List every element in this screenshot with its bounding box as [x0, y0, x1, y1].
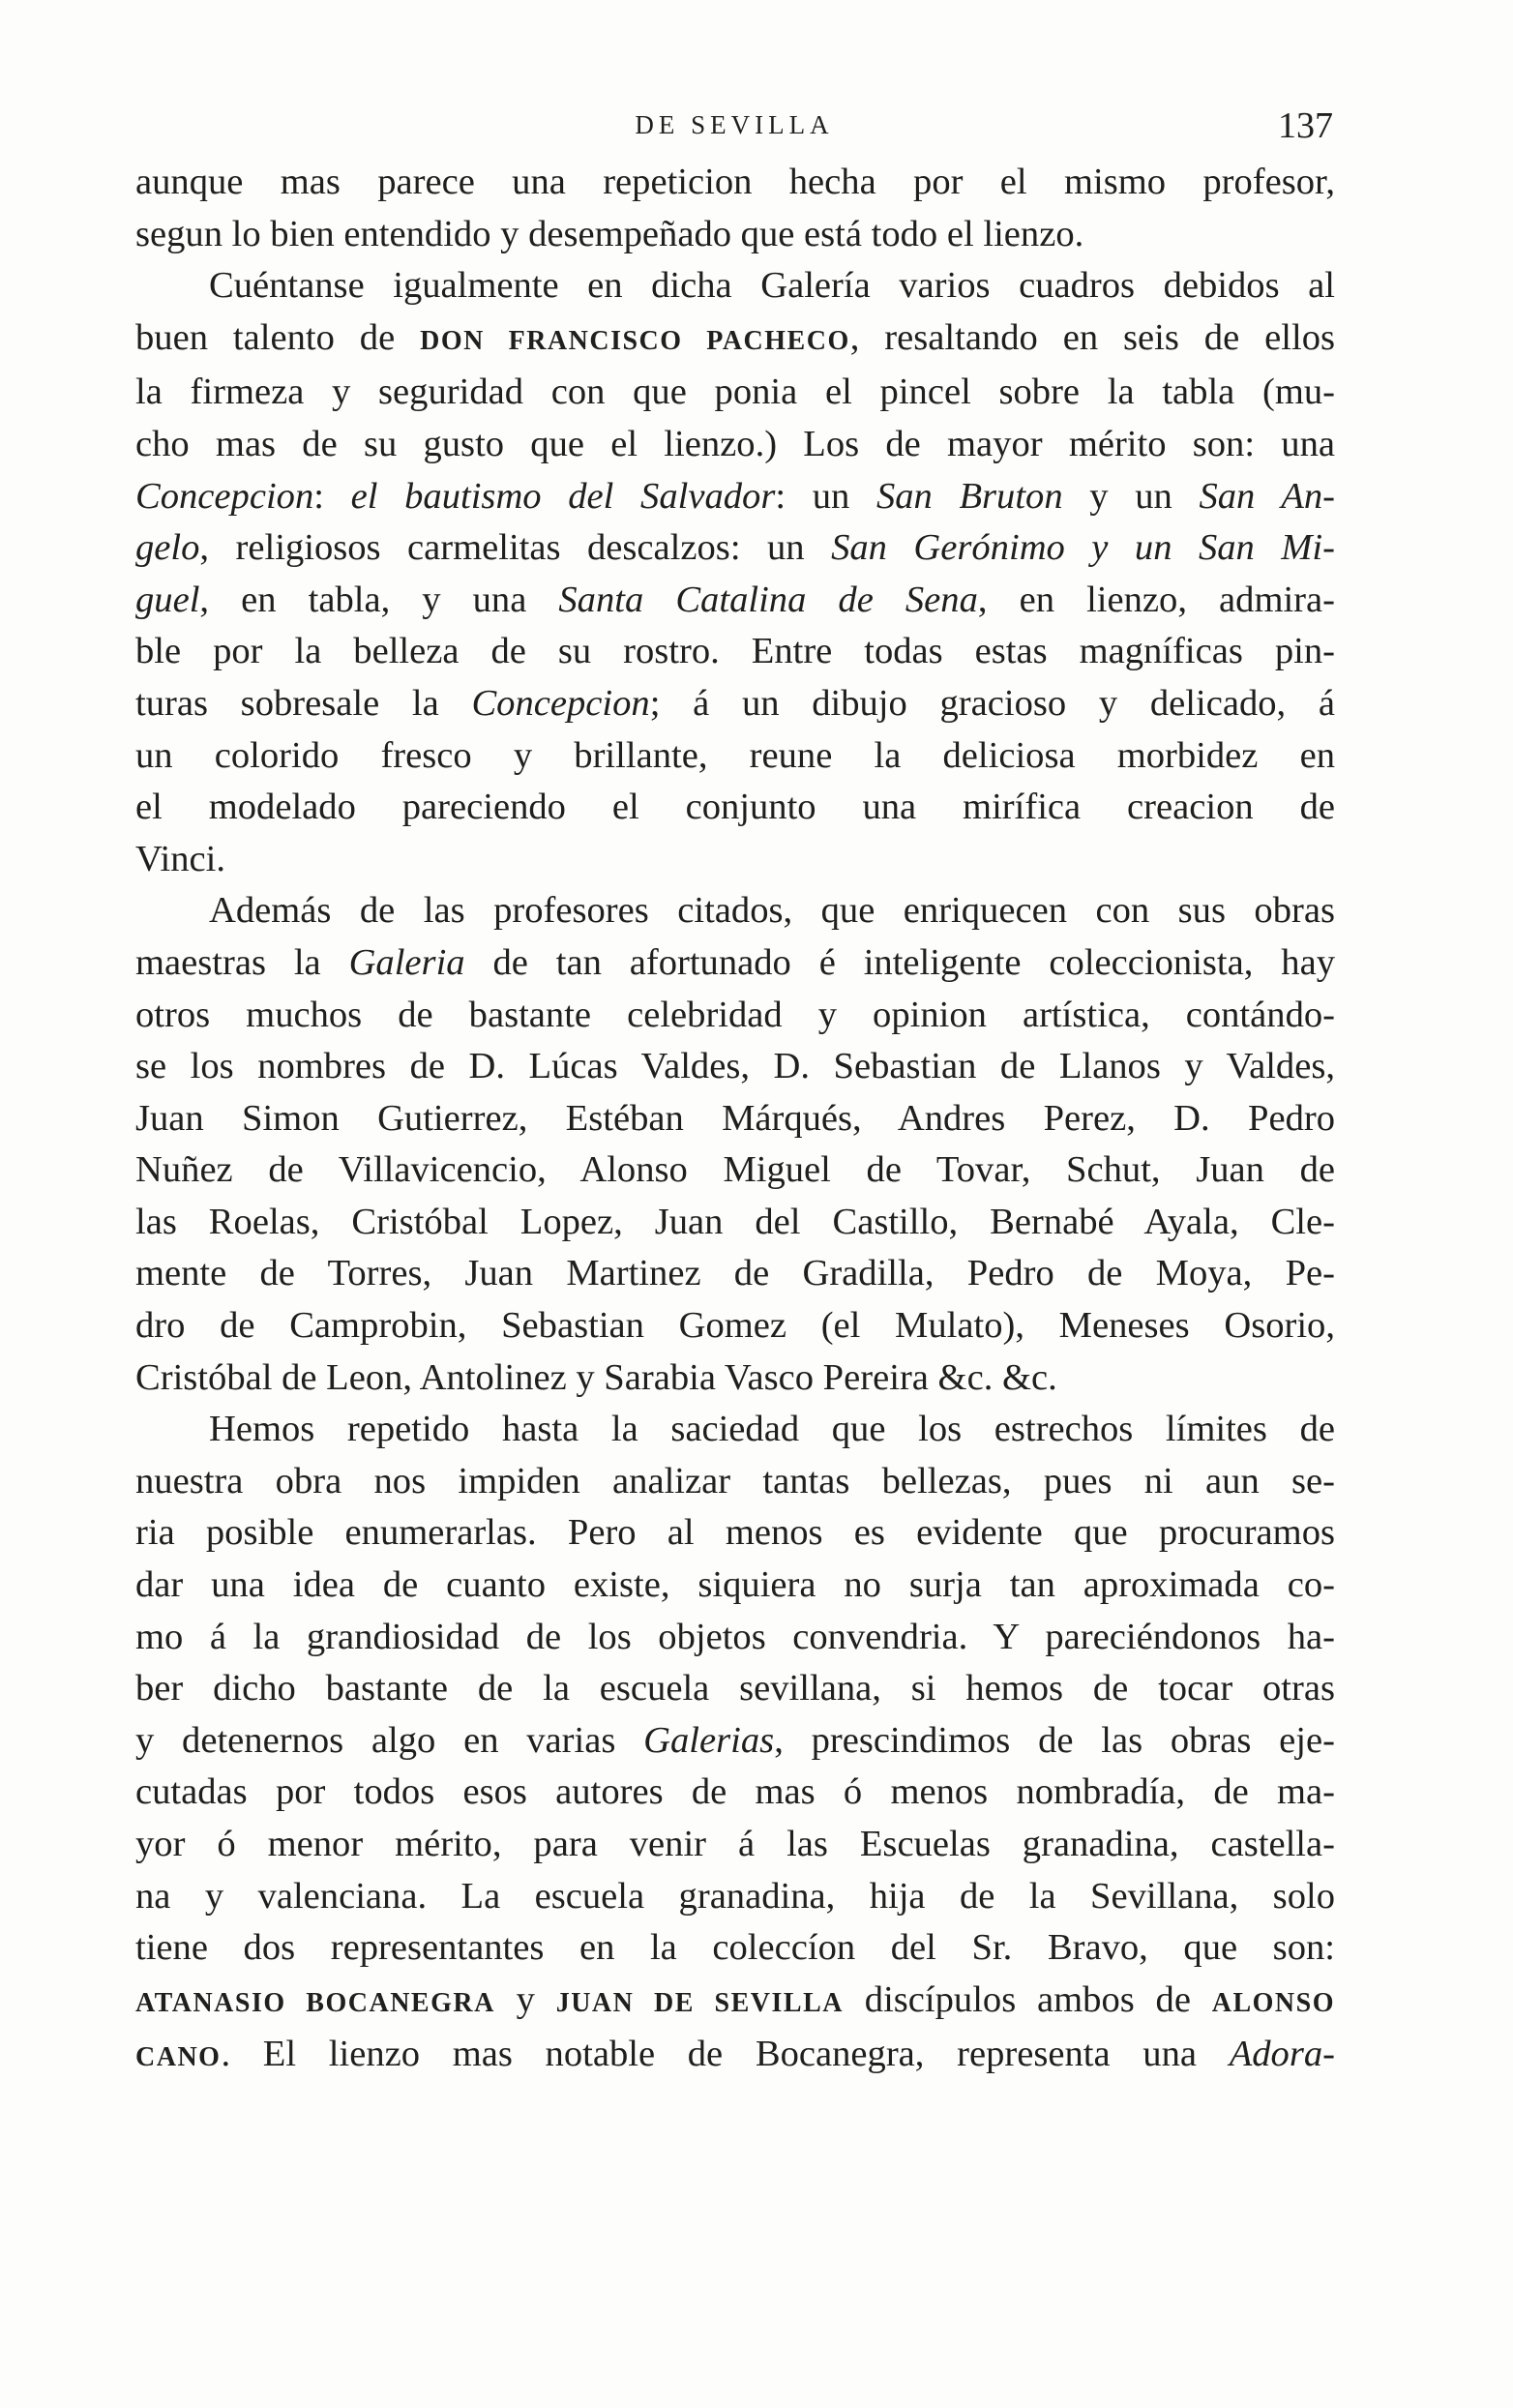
text-line: Además de las profesores citados, que enriquecen con sus obras	[209, 890, 1335, 932]
text-line: otros muchos de bastante celebridad y opinion artística, contándo-	[135, 994, 1335, 1035]
text-line: maestras la Galeria de tan afortunado é inteligente coleccionista, hay	[135, 941, 1335, 983]
text-line: buen talento de DON FRANCISCO PACHECO, resaltando en seis de ellos	[135, 316, 1335, 358]
page-number: 137	[1278, 105, 1333, 146]
text-line: mente de Torres, Juan Martinez de Gradilla, Pedro de Moya, Pe-	[135, 1253, 1335, 1294]
text-line: cho mas de su gusto que el lienzo.) Los de mayor mérito son: una	[135, 423, 1335, 464]
text-line: na y valenciana. La escuela granadina, hija de la Sevillana, solo	[135, 1875, 1335, 1917]
text-line: guel, en tabla, y una Santa Catalina de Sena, en lienzo, admira-	[135, 579, 1335, 620]
text-line: Concepcion: el bautismo del Salvador: un San Bruton y un San An-	[135, 475, 1335, 517]
text-line: Cuéntanse igualmente en dicha Galería varios cuadros debidos al	[209, 265, 1335, 307]
page-header	[135, 104, 1333, 146]
text-line: nuestra obra nos impiden analizar tantas bellezas, pues ni aun se-	[135, 1460, 1335, 1501]
text-line: las Roelas, Cristóbal Lopez, Juan del Castillo, Bernabé Ayala, Cle-	[135, 1201, 1335, 1242]
text-line: aunque mas parece una repeticion hecha por el mismo profesor,	[135, 162, 1335, 202]
text-line: dar una idea de cuanto existe, siquiera no surja tan aproximada co-	[135, 1564, 1335, 1606]
text-line: dro de Camprobin, Sebastian Gomez (el Mulato), Meneses Osorio,	[135, 1305, 1335, 1347]
text-line: tiene dos representantes en la coleccíon del Sr. Bravo, que son:	[135, 1927, 1335, 1969]
text-line: ber dicho bastante de la escuela sevillana, si hemos de tocar otras	[135, 1668, 1335, 1709]
text-line: el modelado pareciendo el conjunto una mirífica creacion de	[135, 787, 1335, 828]
text-line: gelo, religiosos carmelitas descalzos: un San Gerónimo y un San Mi-	[135, 527, 1335, 569]
running-title: DE SEVILLA	[635, 110, 834, 139]
text-line: turas sobresale la Concepcion; á un dibujo gracioso y delicado, á	[135, 682, 1335, 724]
text-line: Juan Simon Gutierrez, Estéban Márqués, Andres Perez, D. Pedro	[135, 1097, 1335, 1139]
text-line: se los nombres de D. Lúcas Valdes, D. Sebastian de Llanos y Valdes,	[135, 1046, 1335, 1087]
text-line: Cristóbal de Leon, Antolinez y Sarabia Vasco Pereira &c. &c.	[135, 1356, 1057, 1398]
text-line: Nuñez de Villavicencio, Alonso Miguel de Tovar, Schut, Juan de	[135, 1149, 1335, 1191]
text-line: un colorido fresco y brillante, reune la deliciosa morbidez en	[135, 734, 1335, 776]
text-line: segun lo bien entendido y desempeñado que está todo el lienzo.	[135, 213, 1084, 254]
text-line: CANO. El lienzo mas notable de Bocanegra, representa una Adora-	[135, 2034, 1335, 2075]
text-line: cutadas por todos esos autores de mas ó menos nombradía, de ma-	[135, 1771, 1335, 1813]
text-line: yor ó menor mérito, para venir á las Escuelas granadina, castella-	[135, 1824, 1335, 1864]
text-line: ria posible enumerarlas. Pero al menos es evidente que procuramos	[135, 1512, 1335, 1554]
text-line: Vinci.	[135, 838, 226, 879]
text-line: Hemos repetido hasta la saciedad que los estrechos límites de	[209, 1409, 1335, 1450]
text-line: ATANASIO BOCANEGRA y JUAN DE SEVILLA discípulos ambos de ALONSO	[135, 1978, 1335, 2020]
body-text	[135, 157, 1335, 2084]
text-line: y detenernos algo en varias Galerias, prescindimos de las obras eje-	[135, 1719, 1335, 1761]
text-line: ble por la belleza de su rostro. Entre todas estas magníficas pin-	[135, 631, 1335, 672]
text-line: la firmeza y seguridad con que ponia el pincel sobre la tabla (mu-	[135, 372, 1335, 413]
text-line: mo á la grandiosidad de los objetos convendria. Y pareciéndonos ha-	[135, 1616, 1335, 1657]
